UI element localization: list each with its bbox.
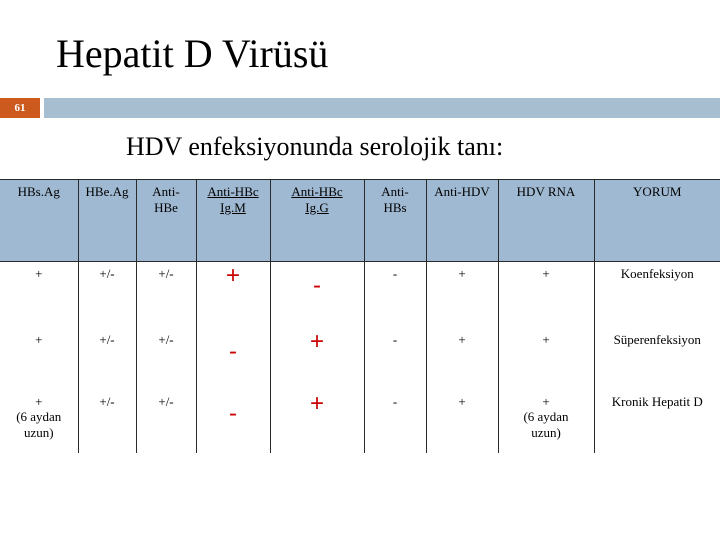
cell-hdv-rna — [498, 328, 594, 390]
serology-table — [0, 179, 720, 453]
cell-anti-hdv: + — [426, 328, 498, 390]
header-anti-hbc-igm-line2: Ig.M — [220, 199, 246, 215]
cell-anti-hbs: - — [364, 328, 426, 390]
header-anti-hbc-igg — [270, 180, 364, 262]
cell-hdv-rna-note-line2: uzun) — [531, 424, 561, 440]
cell-anti-hbe: +/- — [136, 390, 196, 453]
cell-anti-hbc-igm-value: - — [229, 337, 237, 365]
header-anti-hbc-igg-line1: Anti-HBc — [291, 184, 343, 199]
cell-yorum: Kronik Hepatit D — [594, 390, 720, 453]
cell-hdv-rna-note-line1: (6 aydan — [523, 409, 569, 425]
cell-anti-hbc-igm-value: + — [225, 262, 240, 289]
cell-anti-hbc-igm-value: - — [229, 399, 237, 427]
header-yorum: YORUM — [594, 180, 720, 262]
header-hdv-rna: HDV RNA — [498, 180, 594, 262]
header-hbeag: HBe.Ag — [78, 180, 136, 262]
cell-hbsag-value: + — [35, 266, 43, 281]
table-row — [0, 390, 720, 453]
header-anti-hdv: Anti-HDV — [426, 180, 498, 262]
header-hbsag: HBs.Ag — [0, 180, 78, 262]
title-underline-bar — [44, 98, 720, 118]
cell-anti-hbc-igg-value: - — [313, 272, 321, 299]
header-anti-hbs-line1: Anti- — [381, 184, 409, 199]
page-number: 61 — [14, 102, 26, 114]
cell-hbsag-value: + — [35, 331, 43, 347]
header-anti-hbs-line2: HBs — [383, 199, 407, 215]
page-number-badge — [0, 98, 40, 118]
cell-anti-hbs: - — [364, 390, 426, 453]
header-anti-hbe-line2: HBe — [154, 199, 178, 215]
cell-anti-hbe: +/- — [136, 328, 196, 390]
cell-anti-hbc-igg — [270, 390, 364, 453]
header-anti-hbc-igm — [196, 180, 270, 262]
cell-hbeag: +/- — [78, 262, 136, 328]
cell-hbsag — [0, 390, 78, 453]
header-anti-hbc-igg-line2: Ig.G — [305, 199, 329, 215]
cell-anti-hbc-igm — [196, 262, 270, 328]
cell-hdv-rna-value: + — [542, 393, 550, 409]
cell-anti-hbc-igm — [196, 390, 270, 453]
cell-hbeag: +/- — [78, 328, 136, 390]
cell-yorum: Koenfeksiyon — [594, 262, 720, 328]
cell-hdv-rna — [498, 262, 594, 328]
cell-hdv-rna-value: + — [542, 331, 550, 347]
cell-anti-hdv: + — [426, 262, 498, 328]
cell-yorum: Süperenfeksiyon — [594, 328, 720, 390]
cell-anti-hbs: - — [364, 262, 426, 328]
cell-hbsag — [0, 262, 78, 328]
slide-subtitle: HDV enfeksiyonunda serolojik tanı: — [126, 132, 504, 161]
cell-hbsag-note-line1: (6 aydan — [16, 409, 62, 425]
header-anti-hbc-igm-line1: Anti-HBc — [207, 184, 259, 199]
cell-anti-hbc-igg — [270, 328, 364, 390]
cell-hdv-rna-value: + — [542, 266, 550, 281]
cell-anti-hbc-igg-value: + — [309, 327, 324, 355]
cell-hbeag: +/- — [78, 390, 136, 453]
table-row — [0, 262, 720, 328]
cell-anti-hbc-igg-value: + — [309, 389, 324, 417]
cell-anti-hbe: +/- — [136, 262, 196, 328]
cell-hbsag-value: + — [35, 393, 43, 409]
table-row — [0, 328, 720, 390]
slide-title: Hepatit D Virüsü — [56, 31, 329, 76]
header-anti-hbe-line1: Anti- — [152, 184, 180, 199]
cell-anti-hbc-igg — [270, 262, 364, 328]
table-header-row — [0, 180, 720, 262]
cell-anti-hbc-igm — [196, 328, 270, 390]
cell-hbsag — [0, 328, 78, 390]
header-anti-hbe — [136, 180, 196, 262]
cell-hdv-rna — [498, 390, 594, 453]
cell-anti-hdv: + — [426, 390, 498, 453]
header-anti-hbs — [364, 180, 426, 262]
cell-hbsag-note-line2: uzun) — [23, 424, 54, 440]
